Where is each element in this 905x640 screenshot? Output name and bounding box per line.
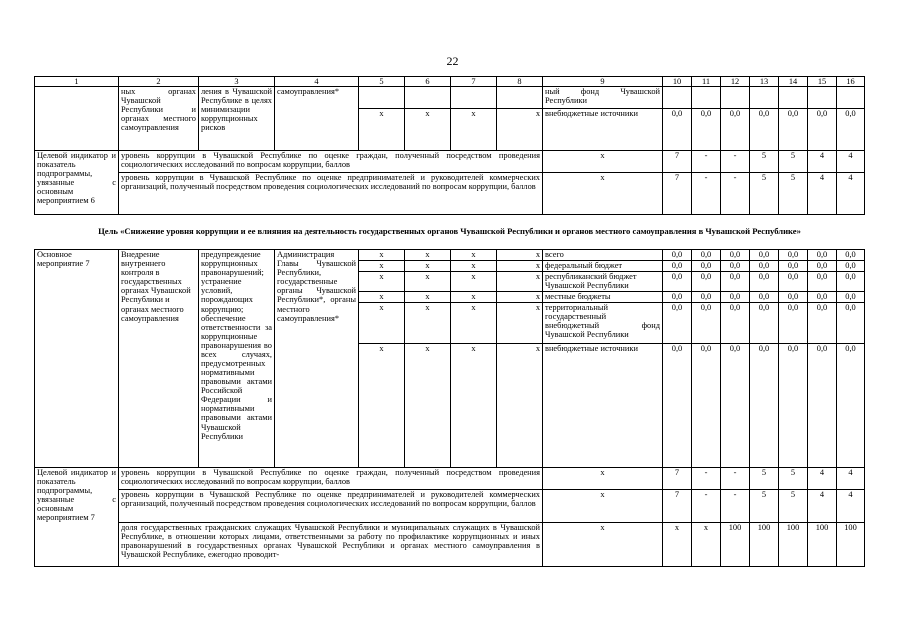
indicator-text: уровень коррупции в Чувашской Республике по оценке предпринимателей и руководителей коммерческих организаций, полученный посредством проведения социологических исследований по вопросам коррупции, баллов <box>119 490 543 523</box>
x-cell: x <box>497 303 543 344</box>
value-cell: 0,0 <box>779 272 808 292</box>
x-cell: x <box>451 109 497 151</box>
x-cell: x <box>543 523 663 567</box>
x-cell: x <box>405 303 451 344</box>
value-cell: 7 <box>663 151 692 173</box>
value-cell: 0,0 <box>750 272 779 292</box>
value-cell: 5 <box>750 490 779 523</box>
x-cell: x <box>497 292 543 303</box>
header-cell: 15 <box>808 77 837 87</box>
header-cell: 12 <box>721 77 750 87</box>
value-cell: 0,0 <box>721 272 750 292</box>
value-cell: 0,0 <box>808 344 837 468</box>
value-cell: 0,0 <box>721 261 750 272</box>
header-cell: 16 <box>837 77 865 87</box>
indicator-label: Целевой индикатор и показатель подпрограммы, увязанные с основным мероприятием 7 <box>35 468 119 567</box>
value-cell: 4 <box>808 468 837 490</box>
value-cell: 0,0 <box>837 272 865 292</box>
measure-result: предупреждение коррупционных правонарушений; устранение условий, порождающих коррупцию; обеспечение ответственности за коррупционные правонарушения во всех случаях, предусмотренных нормативными правовыми актами Российской Федерации и нормативными правовыми актами Чувашской Республики <box>199 250 275 468</box>
indicator-text: доля государственных гражданских служащих Чувашской Республики и муниципальных служащих в Чувашской Республике, в отношении которых лицами, ответственными за работу по профилактике коррупционных и иных правонарушений в государственных органах Чувашской Республики и органах местного самоуправления в Чувашской Республике, ежегодно проводит- <box>119 523 543 567</box>
value-cell: 0,0 <box>692 109 721 151</box>
x-cell: x <box>405 344 451 468</box>
table-row <box>35 468 865 490</box>
table-row <box>35 151 865 173</box>
table-row <box>35 490 865 523</box>
header-cell: 14 <box>779 77 808 87</box>
funding-source: ный фонд Чувашской Республики <box>543 87 663 109</box>
value-cell: 0,0 <box>779 250 808 261</box>
empty-cell <box>405 87 451 109</box>
executor-cell: ных органах Чувашской Республики и органах местного самоуправления <box>119 87 199 151</box>
table-row <box>35 523 865 567</box>
value-cell: 0,0 <box>808 250 837 261</box>
x-cell: x <box>359 292 405 303</box>
value-cell: - <box>721 468 750 490</box>
value-cell: 5 <box>750 173 779 215</box>
value-cell: 0,0 <box>750 344 779 468</box>
value-cell: 0,0 <box>663 272 692 292</box>
value-cell: x <box>663 523 692 567</box>
x-cell: x <box>543 173 663 215</box>
x-cell: x <box>359 303 405 344</box>
x-cell: x <box>543 151 663 173</box>
value-cell: 4 <box>808 490 837 523</box>
value-cell: 7 <box>663 468 692 490</box>
x-cell: x <box>451 261 497 272</box>
funding-source: территориальный государственный внебюджетный фонд Чувашской Республики <box>543 303 663 344</box>
value-cell: 0,0 <box>779 109 808 151</box>
value-cell: 0,0 <box>692 250 721 261</box>
value-cell: 4 <box>837 468 865 490</box>
value-cell: 0,0 <box>779 344 808 468</box>
value-cell: 0,0 <box>779 292 808 303</box>
x-cell: x <box>359 261 405 272</box>
goal-row <box>35 215 865 250</box>
x-cell: x <box>543 490 663 523</box>
x-cell: x <box>451 292 497 303</box>
x-cell: x <box>451 250 497 261</box>
x-cell: x <box>359 250 405 261</box>
measure-name: Внедрение внутреннего контроля в государственных органах Чувашской Республики и органах местного самоуправления <box>119 250 199 468</box>
header-cell: 11 <box>692 77 721 87</box>
measure-title: Основное мероприятие 7 <box>35 250 119 468</box>
value-cell: 100 <box>750 523 779 567</box>
x-cell: x <box>451 272 497 292</box>
funding-source: всего <box>543 250 663 261</box>
x-cell: x <box>405 292 451 303</box>
funding-source: республиканский бюджет Чувашской Республики <box>543 272 663 292</box>
value-cell: 4 <box>837 490 865 523</box>
value-cell: 0,0 <box>808 261 837 272</box>
value-cell: 100 <box>808 523 837 567</box>
header-row <box>35 77 865 87</box>
value-cell: 0,0 <box>837 303 865 344</box>
header-cell: 5 <box>359 77 405 87</box>
value-cell: - <box>692 151 721 173</box>
program-table <box>34 76 865 567</box>
x-cell: x <box>405 272 451 292</box>
value-cell: 0,0 <box>779 303 808 344</box>
value-cell: 5 <box>779 151 808 173</box>
value-cell: - <box>721 490 750 523</box>
value-cell: 5 <box>779 490 808 523</box>
value-cell: 100 <box>837 523 865 567</box>
indicator-text: уровень коррупции в Чувашской Республике по оценке граждан, полученный посредством проведения социологических исследований по вопросам коррупции, баллов <box>119 468 543 490</box>
x-cell: x <box>451 344 497 468</box>
value-cell: 0,0 <box>663 109 692 151</box>
value-cell: 0,0 <box>692 303 721 344</box>
value-cell: 0,0 <box>721 109 750 151</box>
value-cell: 4 <box>837 151 865 173</box>
header-cell: 3 <box>199 77 275 87</box>
value-cell: 0,0 <box>837 344 865 468</box>
header-cell: 13 <box>750 77 779 87</box>
value-cell: 0,0 <box>808 272 837 292</box>
measure-responsible: Администрация Главы Чувашской Республики, государственные органы Чувашской Республики*, органы местного самоуправления* <box>275 250 359 468</box>
value-cell: 0,0 <box>837 250 865 261</box>
value-cell: 5 <box>779 468 808 490</box>
empty-cell <box>359 87 405 109</box>
x-cell: x <box>543 468 663 490</box>
value-cell: 100 <box>721 523 750 567</box>
value-cell: 5 <box>750 151 779 173</box>
value-cell: - <box>692 490 721 523</box>
value-cell: 0,0 <box>721 303 750 344</box>
indicator-text: уровень коррупции в Чувашской Республике по оценке граждан, полученный посредством проведения социологических исследований по вопросам коррупции, баллов <box>119 151 543 173</box>
value-cell: - <box>692 468 721 490</box>
header-cell: 6 <box>405 77 451 87</box>
value-cell: 4 <box>808 151 837 173</box>
x-cell: x <box>405 250 451 261</box>
value-cell: 0,0 <box>779 261 808 272</box>
x-cell: x <box>497 250 543 261</box>
value-cell: 0,0 <box>837 292 865 303</box>
indicator-label: Целевой индикатор и показатель подпрограммы, увязанные с основным мероприятием 6 <box>35 151 119 215</box>
responsible-cell: самоуправления* <box>275 87 359 151</box>
funding-source: внебюджетные источники <box>543 344 663 468</box>
x-cell: x <box>359 272 405 292</box>
x-cell: x <box>497 109 543 151</box>
x-cell: x <box>497 261 543 272</box>
value-cell: 0,0 <box>808 292 837 303</box>
value-cell: 0,0 <box>663 250 692 261</box>
value-cell: 0,0 <box>750 261 779 272</box>
funding-source: местные бюджеты <box>543 292 663 303</box>
page-number: 22 <box>446 54 459 68</box>
result-cell: ления в Чувашской Республике в целях минимизации коррупционных рисков <box>199 87 275 151</box>
value-cell: 0,0 <box>663 261 692 272</box>
value-cell: 0,0 <box>721 344 750 468</box>
header-cell: 2 <box>119 77 199 87</box>
value-cell: 0,0 <box>750 303 779 344</box>
x-cell: x <box>405 109 451 151</box>
value-cell: 4 <box>808 173 837 215</box>
value-cell: 5 <box>779 173 808 215</box>
value-cell: - <box>721 173 750 215</box>
value-cell: 0,0 <box>663 344 692 468</box>
header-cell: 10 <box>663 77 692 87</box>
x-cell: x <box>497 344 543 468</box>
value-cell: 4 <box>837 173 865 215</box>
header-cell: 7 <box>451 77 497 87</box>
header-cell: 8 <box>497 77 543 87</box>
x-cell: x <box>451 303 497 344</box>
value-cell: 0,0 <box>750 250 779 261</box>
x-cell: x <box>497 272 543 292</box>
value-cell: 0,0 <box>750 292 779 303</box>
value-cell: 7 <box>663 490 692 523</box>
goal-title: Цель «Снижение уровня коррупции и ее влияния на деятельность государственных органов Чувашской Республики и органов местного самоуправления в Чувашской Республике» <box>35 215 865 250</box>
value-cell: 5 <box>750 468 779 490</box>
value-cell: x <box>692 523 721 567</box>
value-cell: 0,0 <box>721 250 750 261</box>
value-cell: 0,0 <box>692 272 721 292</box>
value-cell: 0,0 <box>692 292 721 303</box>
empty-cell <box>451 87 497 109</box>
value-cell: 0,0 <box>808 303 837 344</box>
table-row <box>35 87 865 109</box>
empty-cell <box>497 87 543 109</box>
value-cell: 100 <box>779 523 808 567</box>
funding-source: федеральный бюджет <box>543 261 663 272</box>
value-cell: 0,0 <box>663 292 692 303</box>
value-cell: 0,0 <box>837 261 865 272</box>
value-cell: 0,0 <box>808 109 837 151</box>
indicator-text: уровень коррупции в Чувашской Республике по оценке предпринимателей и руководителей коммерческих организаций, полученный посредством проведения социологических исследований по вопросам коррупции, баллов <box>119 173 543 215</box>
value-cell: - <box>692 173 721 215</box>
header-cell: 9 <box>543 77 663 87</box>
empty-cell <box>35 87 119 151</box>
x-cell: x <box>359 109 405 151</box>
value-cell: - <box>721 151 750 173</box>
funding-source: внебюджетные источники <box>543 109 663 151</box>
value-cell: 0,0 <box>692 344 721 468</box>
table-row <box>35 173 865 215</box>
value-cell: 0,0 <box>721 292 750 303</box>
value-cell: 7 <box>663 173 692 215</box>
value-cell: 0,0 <box>663 303 692 344</box>
header-cell: 4 <box>275 77 359 87</box>
value-cell: 0,0 <box>692 261 721 272</box>
x-cell: x <box>405 261 451 272</box>
table-row <box>35 250 865 261</box>
x-cell: x <box>359 344 405 468</box>
header-cell: 1 <box>35 77 119 87</box>
value-cell: 0,0 <box>750 109 779 151</box>
value-cell: 0,0 <box>837 109 865 151</box>
